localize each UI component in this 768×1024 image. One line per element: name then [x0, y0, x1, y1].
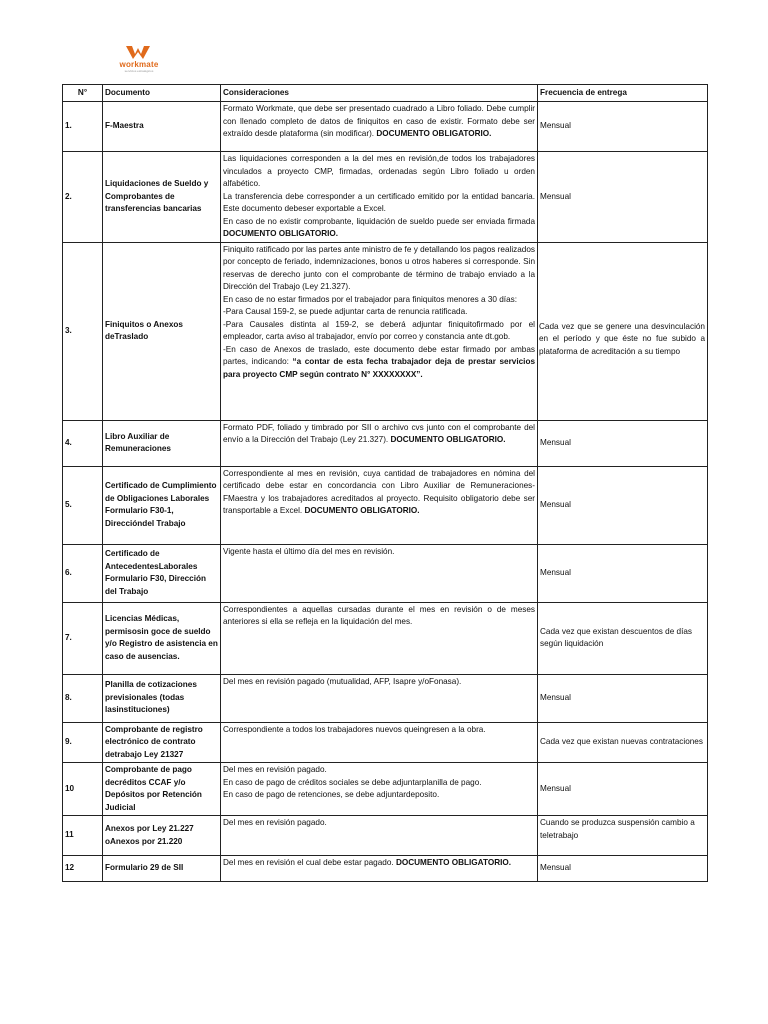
row-number: 1. — [63, 102, 103, 152]
table-row — [63, 420, 708, 466]
considerations-text: Correspondiente al mes en revisión, cuya cantidad de trabajadores en nómina del certificado debe estar en concordancia con Libro Auxiliar de Remuneraciones- FMaestra y los trabajadores acreditados al proyecto. Requisito obligatorio debe ser transportable a Excel. — [223, 468, 535, 515]
table-row — [63, 816, 708, 856]
table-row — [63, 242, 708, 420]
considerations-emphasis: DOCUMENTO OBLIGATORIO. — [304, 506, 420, 515]
document-name: Formulario 29 de SII — [103, 856, 221, 882]
frequency-cell: Mensual — [538, 152, 708, 243]
row-number: 8. — [63, 674, 103, 722]
document-name: Comprobante de pago decréditos CCAF y/o Depósitos por Retención Judicial — [103, 763, 221, 816]
considerations-text: Las liquidaciones corresponden a la del mes en revisión,de todos los trabajadores vinculados a proyecto CMP, firmadas, ordenadas según Libro foliado u orden alfabético. La transferencia debe corresponder a un certificado emitido por la entidad bancaria. Este documento debeser exportable a Excel. En caso de no existir comprobante, liquidación de sueldo puede ser enviada firmada — [223, 154, 535, 226]
considerations-text: Del mes en revisión pagado (mutualidad, AFP, Isapre y/oFonasa). — [223, 676, 462, 686]
considerations-cell — [221, 722, 538, 763]
considerations-emphasis: “a contar de esta fecha trabajador deja de prestar servicios para proyecto CMP según contrato N° XXXXXXXX”. — [223, 357, 535, 379]
document-name: Certificado de AntecedentesLaborales Formulario F30, Dirección del Trabajo — [103, 544, 221, 602]
considerations-cell — [221, 763, 538, 816]
considerations-cell — [221, 420, 538, 466]
considerations-cell — [221, 466, 538, 544]
considerations-cell — [221, 816, 538, 856]
row-number: 10 — [63, 763, 103, 816]
considerations-cell — [221, 602, 538, 674]
considerations-text: Del mes en revisión pagado. En caso de pago de créditos sociales se debe adjuntarplanilla de pago. En caso de pago de retenciones, se debe adjuntardeposito. — [223, 765, 482, 799]
header-document: Documento — [103, 85, 221, 102]
frequency-cell: Mensual — [538, 544, 708, 602]
logo-name: workmate — [119, 60, 159, 69]
considerations-text: Finiquito ratificado por las partes ante ministro de fe y detallando los pagos realizados por concepto de feriado, indemnizaciones, bonos u otros haberes si corresponde. Sin reservas de derecho junto con el comprobante de término de trabajo enviado a la Dirección del Trabajo (Ley 21.327). En caso de no estar firmados por el trabajador para finiquitos menores a 30 días: -Para Causal 159-2, se puede adjuntar carta de renuncia ratificada. -Para Causales distinta al 159-2, se deberá adjuntar finiquitofirmado por el empleador, carta aviso al trabajador, envío por correo y constancia ante dt.gob. -En caso de Anexos de traslado, este documento debe estar firmado por ambas partes, indicando: — [223, 244, 535, 366]
considerations-text: Del mes en revisión pagado. — [223, 818, 327, 827]
table-header-row — [63, 85, 708, 102]
frequency-cell: Cada vez que existan descuentos de días según liquidación — [538, 602, 708, 674]
document-name: Finiquitos o Anexos deTraslado — [103, 242, 221, 420]
frequency-cell: Cada vez que existan nuevas contrataciones — [538, 722, 708, 763]
header-frequency: Frecuencia de entrega — [538, 85, 708, 102]
document-name: Licencias Médicas, permisosin goce de sueldo y/o Registro de asistencia en caso de ausencias. — [103, 602, 221, 674]
row-number: 5. — [63, 466, 103, 544]
considerations-text: Correspondientes a aquellas cursadas durante el mes en revisión o de meses anteriores si ella se refleja en la liquidación del mes. — [223, 604, 535, 626]
frequency-cell: Cada vez que se genere una desvinculación en el período y que éste no fue subido a plataforma de acreditación a su tiempo — [538, 242, 708, 420]
document-name: Certificado de Cumplimiento de Obligaciones Laborales Formulario F30-1, Direccióndel Trabajo — [103, 466, 221, 544]
row-number: 3. — [63, 242, 103, 420]
considerations-cell — [221, 544, 538, 602]
considerations-cell — [221, 856, 538, 882]
table-row — [63, 152, 708, 243]
table-row — [63, 722, 708, 763]
row-number: 9. — [63, 722, 103, 763]
header-considerations: Consideraciones — [221, 85, 538, 102]
considerations-text: Formato PDF, foliado y timbrado por SII o archivo cvs junto con el comprobante del envío a la Dirección del Trabajo (Ley 21.327). — [223, 422, 535, 444]
workmate-logo-mark-icon — [124, 44, 152, 60]
document-name: Planilla de cotizaciones previsionales (todas lasinstituciones) — [103, 674, 221, 722]
document-name: Anexos por Ley 21.227 oAnexos por 21.220 — [103, 816, 221, 856]
frequency-cell: Mensual — [538, 856, 708, 882]
document-name: F-Maestra — [103, 102, 221, 152]
workmate-logo — [114, 44, 164, 74]
table-row — [63, 102, 708, 152]
row-number: 11 — [63, 816, 103, 856]
frequency-cell: Mensual — [538, 466, 708, 544]
considerations-text: Del mes en revisión el cual debe estar pagado. — [223, 858, 396, 867]
row-number: 6. — [63, 544, 103, 602]
considerations-text: Vigente hasta el último día del mes en revisión. — [223, 546, 395, 556]
considerations-text: Correspondiente a todos los trabajadores nuevos queingresen a la obra. — [223, 724, 486, 734]
document-name: Libro Auxiliar de Remuneraciones — [103, 420, 221, 466]
considerations-cell — [221, 102, 538, 152]
frequency-cell: Cuando se produzca suspensión cambio a teletrabajo — [538, 816, 708, 856]
frequency-cell: Mensual — [538, 420, 708, 466]
table-row — [63, 674, 708, 722]
table-row — [63, 544, 708, 602]
considerations-emphasis: DOCUMENTO OBLIGATORIO. — [223, 229, 339, 238]
document-name: Comprobante de registro electrónico de contrato detrabajo Ley 21327 — [103, 722, 221, 763]
logo-tagline: servicios estratégicos — [124, 69, 154, 73]
documents-table — [62, 84, 708, 882]
frequency-cell: Mensual — [538, 102, 708, 152]
frequency-cell: Mensual — [538, 674, 708, 722]
row-number: 12 — [63, 856, 103, 882]
row-number: 2. — [63, 152, 103, 243]
considerations-text: Formato Workmate, que debe ser presentado cuadrado a Libro foliado. Debe cumplir con llenado completo de datos de finiquitos en caso de existir. Formato debe ser extraído desde plataforma (sin modificar). — [223, 104, 535, 138]
frequency-cell: Mensual — [538, 763, 708, 816]
table-row — [63, 602, 708, 674]
header-num: N° — [63, 85, 103, 102]
considerations-cell — [221, 674, 538, 722]
row-number: 7. — [63, 602, 103, 674]
table-row — [63, 856, 708, 882]
considerations-emphasis: DOCUMENTO OBLIGATORIO. — [390, 435, 506, 444]
considerations-emphasis: DOCUMENTO OBLIGATORIO. — [395, 858, 512, 867]
considerations-emphasis: DOCUMENTO OBLIGATORIO. — [376, 129, 492, 138]
document-name: Liquidaciones de Sueldo y Comprobantes de transferencias bancarias — [103, 152, 221, 243]
row-number: 4. — [63, 420, 103, 466]
considerations-cell — [221, 152, 538, 243]
considerations-cell — [221, 242, 538, 420]
table-row — [63, 466, 708, 544]
table-row — [63, 763, 708, 816]
